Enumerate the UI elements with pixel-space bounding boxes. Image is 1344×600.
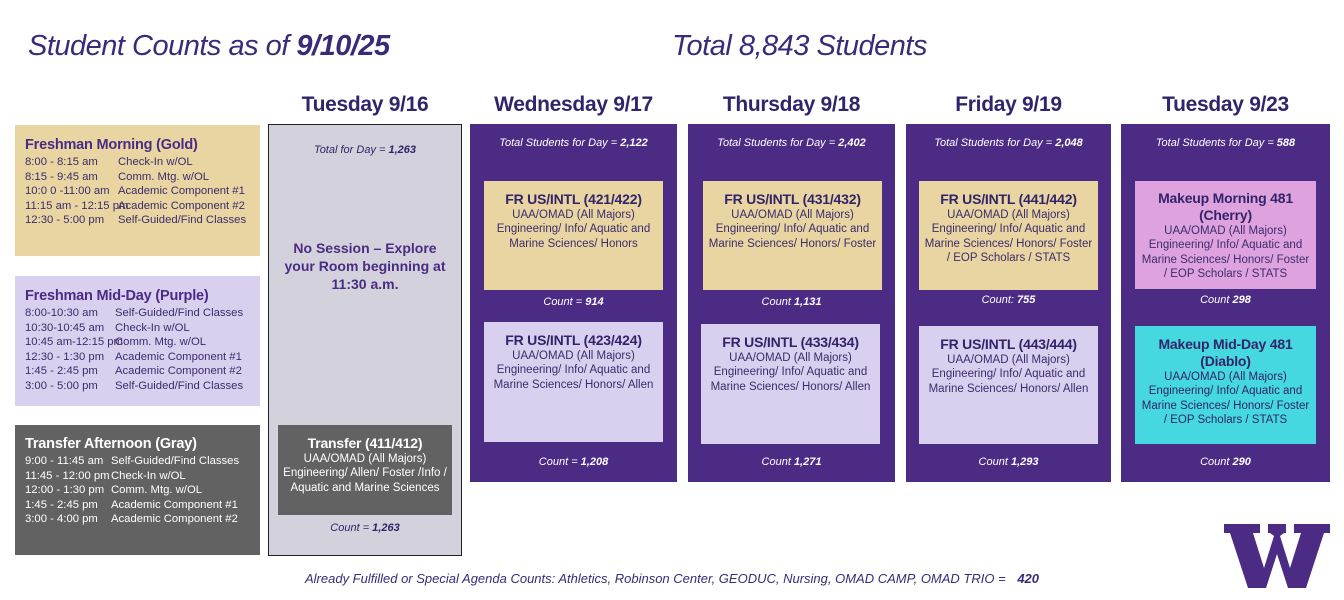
day-column-fri919 xyxy=(906,124,1111,482)
session-count: Count 1,293 xyxy=(978,456,1039,468)
session-count: Count 290 xyxy=(1200,456,1251,468)
session-card-makeup-morning xyxy=(1135,181,1316,289)
legend-freshman-midday: Freshman Mid-Day (Purple) 8:00-10:30 am Self-Guided/Find Classes 10:30-10:45 am Check-In w/OL 10:45 am-12:15 pm Comm. Mtg. w/OL 12:30 - 1:30 pm Academic Component #1 1:45 - 2:45 pm Academic Component #2 3:00 - 5:00 pm Self-Guided/Find Classes xyxy=(15,276,260,406)
card-line2: Engineering/ Info/ Aquatic and Marine Sciences/ Honors/ Allen xyxy=(493,364,654,391)
card-title: FR US/INTL (443/444) xyxy=(940,336,1077,352)
day-total: Total Students for Day = 588 xyxy=(1155,137,1296,149)
session-count: Count 1,271 xyxy=(761,456,822,468)
card-line2: Engineering/ Info/ Aquatic and Marine Sciences/ Honors xyxy=(496,223,651,250)
session-card-441-442 xyxy=(919,181,1098,290)
legend-transfer-afternoon: Transfer Afternoon (Gray) 9:00 - 11:45 am Self-Guided/Find Classes 11:45 - 12:00 pm Check-In w/OL 12:00 - 1:30 pm Comm. Mtg. w/OL 1:45 - 2:45 pm Academic Component #1 3:00 - 4:00 pm Academic Component #2 xyxy=(15,425,260,555)
legend-title: Transfer Afternoon (Gray) xyxy=(25,436,197,452)
day-column-tue923 xyxy=(1121,124,1330,482)
card-line1: UAA/OMAD (All Majors) xyxy=(947,209,1070,221)
day-heading-tue916: Tuesday 9/16 xyxy=(301,93,429,116)
count-value: 1,208 xyxy=(580,456,609,468)
card-title: FR US/INTL (441/442) xyxy=(940,191,1077,207)
card-line1: UAA/OMAD (All Majors) xyxy=(947,354,1070,366)
card-line2: Engineering/ Allen/ Foster /Info / Aquatic and Marine Sciences xyxy=(283,467,447,494)
page-title xyxy=(28,30,390,63)
day-total: Total Students for Day = 2,402 xyxy=(717,137,866,149)
card-title: FR US/INTL (431/432) xyxy=(724,191,861,207)
legend-title: Freshman Mid-Day (Purple) xyxy=(25,288,209,304)
day-column-thu918 xyxy=(688,124,895,482)
count-value: 290 xyxy=(1232,456,1251,468)
card-title: Makeup Mid-Day 481 (Diablo) xyxy=(1158,336,1293,369)
card-title: FR US/INTL (421/422) xyxy=(505,191,642,207)
day-column-tue916 xyxy=(268,124,462,556)
card-line2: Engineering/ Info/ Aquatic and Marine Sciences/ Honors/ Foster / EOP Scholars / STATS xyxy=(1141,385,1310,426)
session-count: Count: 755 xyxy=(981,294,1036,306)
card-line1: UAA/OMAD (All Majors) xyxy=(1164,371,1287,383)
card-line1: UAA/OMAD (All Majors) xyxy=(1164,225,1287,237)
count-value: 1,271 xyxy=(793,456,822,468)
day-total-value: 2,122 xyxy=(620,137,648,149)
card-line2: Engineering/ Info/ Aquatic and Marine Sciences/ Honors/ Foster / EOP Scholars / STATS xyxy=(924,223,1093,264)
day-total-value: 588 xyxy=(1276,137,1296,149)
day-heading-tue923: Tuesday 9/23 xyxy=(1162,93,1289,116)
session-card-transfer xyxy=(278,425,452,515)
session-card-433-434 xyxy=(701,324,880,444)
count-value: 914 xyxy=(585,296,604,308)
session-card-423-424 xyxy=(484,322,663,442)
count-value: 298 xyxy=(1232,294,1251,306)
card-line1: UAA/OMAD (All Majors) xyxy=(303,453,427,465)
count-value: 755 xyxy=(1017,294,1036,306)
count-value: 1,263 xyxy=(372,522,400,534)
day-total: Total Students for Day = 2,122 xyxy=(499,137,648,149)
card-title: Transfer (411/412) xyxy=(307,435,423,451)
card-title: FR US/INTL (423/424) xyxy=(505,332,642,348)
footer-count: 420 xyxy=(1017,571,1040,586)
day-heading-wed917: Wednesday 9/17 xyxy=(494,93,653,116)
card-line1: UAA/OMAD (All Majors) xyxy=(512,350,635,362)
count-value: 1,293 xyxy=(1010,456,1039,468)
card-title: Makeup Morning 481 (Cherry) xyxy=(1158,190,1293,223)
session-card-makeup-midday xyxy=(1135,326,1316,444)
day-total: Total Students for Day = 2,048 xyxy=(934,137,1083,149)
card-title: FR US/INTL (433/434) xyxy=(722,334,859,350)
day-total-value: 1,263 xyxy=(388,144,417,156)
card-line2: Engineering/ Info/ Aquatic and Marine Sciences/ Honors/ Foster xyxy=(708,223,877,250)
session-card-421-422 xyxy=(484,181,663,290)
day-total-value: 2,402 xyxy=(838,137,866,149)
total-students: Total 8,843 Students xyxy=(672,30,927,62)
card-line2: Engineering/ Info/ Aquatic and Marine Sciences/ Honors/ Allen xyxy=(928,368,1089,395)
card-line1: UAA/OMAD (All Majors) xyxy=(512,209,635,221)
university-w-logo xyxy=(1224,524,1330,588)
session-count: Count = 1,263 xyxy=(330,522,400,534)
card-line2: Engineering/ Info/ Aquatic and Marine Sciences/ Honors/ Allen xyxy=(710,366,871,393)
card-line2: Engineering/ Info/ Aquatic and Marine Sciences/ Honors/ Foster / EOP Scholars / STATS xyxy=(1141,239,1310,280)
day-heading-fri919: Friday 9/19 xyxy=(955,93,1062,116)
day-heading-thu918: Thursday 9/18 xyxy=(722,93,861,116)
session-count: Count 1,131 xyxy=(761,296,822,308)
legend-freshman-morning: Freshman Morning (Gold) 8:00 - 8:15 am Check-In w/OL 8:15 - 9:45 am Comm. Mtg. w/OL 10:0 0 -11:00 am Academic Component #1 11:15 am - 12:15 pm Academic Component #2 12:30 - 5:00 pm Self-Guided/Find Classes xyxy=(15,125,260,256)
day-column-wed917 xyxy=(470,124,677,482)
no-session-note: No Session – Explore your Room beginning at 11:30 a.m. xyxy=(284,240,446,292)
session-card-431-432 xyxy=(703,181,882,290)
day-total-value: 2,048 xyxy=(1055,137,1083,149)
card-line1: UAA/OMAD (All Majors) xyxy=(729,352,852,364)
session-count: Count 298 xyxy=(1200,294,1251,306)
count-value: 1,131 xyxy=(793,296,822,308)
title-prefix: Student Counts as of xyxy=(28,30,297,62)
session-count: Count = 914 xyxy=(543,296,604,308)
title-date: 9/10/25 xyxy=(296,30,390,62)
footer-note: Already Fulfilled or Special Agenda Counts: Athletics, Robinson Center, GEODUC, Nursing, OMAD CAMP, OMAD TRIO = 420 xyxy=(304,571,1040,586)
legend-title: Freshman Morning (Gold) xyxy=(25,137,198,153)
w-letter-shape xyxy=(1224,524,1330,588)
day-total: Total for Day = 1,263 xyxy=(313,144,417,156)
session-count: Count = 1,208 xyxy=(538,456,609,468)
card-line1: UAA/OMAD (All Majors) xyxy=(731,209,854,221)
session-card-443-444 xyxy=(919,326,1098,444)
